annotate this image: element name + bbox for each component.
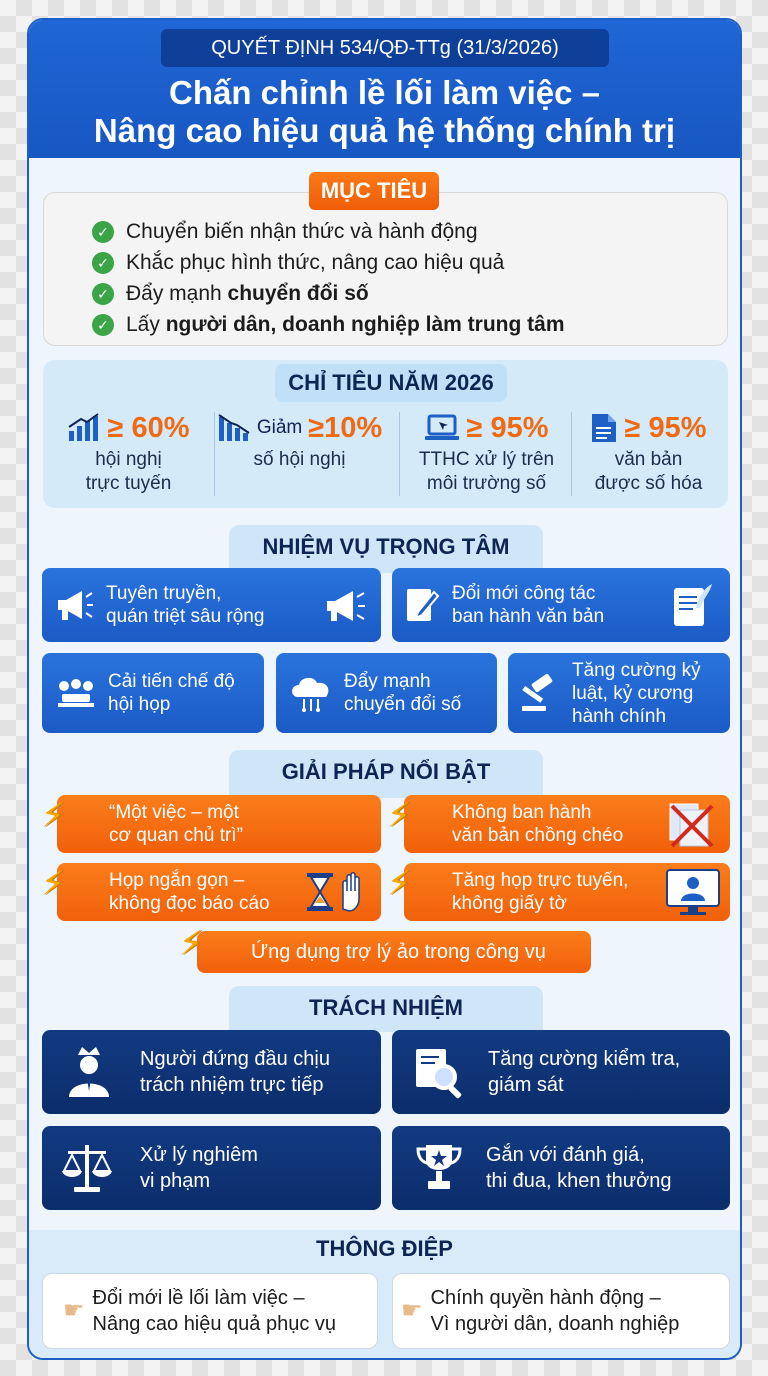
decision-badge: QUYẾT ĐỊNH 534/QĐ-TTg (31/3/2026) bbox=[161, 29, 609, 67]
target-value: ≥10% bbox=[308, 411, 383, 444]
pointing-hand-icon: ☛ bbox=[401, 1297, 423, 1324]
task-text: Đổi mới công tác bbox=[452, 583, 596, 604]
gavel-icon bbox=[518, 672, 562, 714]
target-prefix: Giảm bbox=[256, 417, 303, 438]
responsibility-heading: TRÁCH NHIỆM bbox=[229, 986, 543, 1032]
task-card bbox=[508, 653, 730, 733]
crossed-documents-icon bbox=[666, 800, 716, 848]
task-text: Cải tiến chế độ bbox=[108, 671, 235, 692]
targets-panel bbox=[43, 360, 728, 508]
target-label: hội nghị bbox=[95, 449, 162, 470]
solutions-heading: GIẢI PHÁP NỔI BẬT bbox=[229, 750, 543, 798]
title-line-2: Nâng cao hiệu quả hệ thống chính trị bbox=[93, 112, 676, 149]
message-text: Đổi mới lề lối làm việc – bbox=[92, 1287, 305, 1309]
meeting-icon bbox=[54, 676, 98, 710]
message-text: Vì người dân, doanh nghiệp bbox=[430, 1313, 680, 1335]
task-text: hội họp bbox=[108, 694, 171, 715]
solution-card bbox=[57, 863, 381, 921]
check-icon: ✓ bbox=[92, 314, 114, 336]
task-card bbox=[42, 568, 381, 642]
hourglass-hand-icon bbox=[305, 869, 369, 915]
leader-icon bbox=[66, 1045, 112, 1099]
message-text: Chính quyền hành động – bbox=[430, 1287, 661, 1309]
target-label: được số hóa bbox=[594, 473, 703, 494]
message-text: Nâng cao hiệu quả phục vụ bbox=[92, 1313, 337, 1335]
lightning-icon: ⚡ bbox=[387, 865, 411, 903]
goal-text: Đẩy mạnh bbox=[126, 282, 228, 305]
document-icon bbox=[590, 412, 618, 444]
goal-bold-text: chuyển đổi số bbox=[227, 282, 369, 305]
responsibility-card bbox=[42, 1030, 381, 1114]
goal-bold-text: người dân, doanh nghiệp làm trung tâm bbox=[165, 313, 565, 336]
tasks-heading: NHIỆM VỤ TRỌNG TÂM bbox=[229, 525, 543, 573]
header bbox=[29, 20, 740, 158]
lightning-icon: ⚡ bbox=[41, 797, 65, 835]
goals-heading: MỤC TIÊU bbox=[309, 172, 439, 210]
lightning-icon: ⚡ bbox=[179, 925, 203, 963]
message-card bbox=[392, 1273, 730, 1349]
goal-text: Khắc phục hình thức, nâng cao hiệu quả bbox=[126, 251, 505, 274]
target-item bbox=[401, 410, 572, 500]
check-icon: ✓ bbox=[92, 252, 114, 274]
target-value: ≥ 60% bbox=[107, 411, 190, 444]
solution-card bbox=[404, 795, 730, 853]
pointing-hand-icon: ☛ bbox=[63, 1297, 85, 1324]
task-text: hành chính bbox=[572, 705, 667, 727]
responsibility-text: Người đứng đầu chịu bbox=[140, 1048, 330, 1070]
responsibility-text: giám sát bbox=[488, 1074, 564, 1096]
solution-text: Ứng dụng trợ lý ảo trong công vụ bbox=[251, 940, 546, 963]
target-label: trực tuyến bbox=[85, 473, 172, 494]
bar-chart-down-icon bbox=[217, 413, 251, 443]
responsibility-text: thi đua, khen thưởng bbox=[486, 1170, 672, 1192]
task-card bbox=[392, 568, 730, 642]
task-card bbox=[276, 653, 497, 733]
target-value: ≥ 95% bbox=[624, 411, 707, 444]
goal-item bbox=[92, 310, 565, 340]
task-text: Tuyên truyền, bbox=[106, 583, 222, 604]
message-heading: THÔNG ĐIỆP bbox=[316, 1236, 453, 1261]
laptop-icon bbox=[424, 413, 460, 443]
solution-text: Họp ngắn gọn – bbox=[109, 870, 245, 891]
page-title bbox=[29, 74, 740, 150]
solution-text: Không ban hành bbox=[452, 802, 592, 823]
responsibility-text: Xử lý nghiêm bbox=[140, 1144, 258, 1166]
lightning-icon: ⚡ bbox=[41, 865, 65, 903]
task-text: quán triệt sâu rộng bbox=[106, 606, 265, 627]
targets-heading: CHỈ TIÊU NĂM 2026 bbox=[275, 364, 507, 402]
trophy-icon bbox=[414, 1141, 464, 1195]
scroll-quill-icon bbox=[668, 582, 716, 630]
pen-document-icon bbox=[404, 586, 440, 624]
check-icon: ✓ bbox=[92, 221, 114, 243]
responsibility-card bbox=[392, 1030, 730, 1114]
solution-text: Tăng họp trực tuyến, bbox=[452, 870, 629, 891]
lightning-icon: ⚡ bbox=[387, 797, 411, 835]
check-icon: ✓ bbox=[92, 283, 114, 305]
target-item bbox=[563, 410, 734, 500]
task-text: Đẩy mạnh bbox=[344, 671, 431, 692]
solution-text: không đọc báo cáo bbox=[109, 893, 270, 914]
solution-text: “Một việc – một bbox=[109, 802, 239, 823]
solution-text: cơ quan chủ trì” bbox=[109, 825, 243, 846]
megaphone-icon bbox=[54, 587, 94, 623]
message-card bbox=[42, 1273, 378, 1349]
target-label: môi trường số bbox=[426, 473, 547, 494]
solution-card bbox=[197, 931, 591, 973]
solution-text: không giấy tờ bbox=[452, 893, 567, 914]
solution-text: văn bản chồng chéo bbox=[452, 825, 624, 846]
goals-panel bbox=[43, 192, 728, 346]
goal-item bbox=[92, 248, 504, 278]
task-text: luật, kỷ cương bbox=[572, 682, 694, 704]
task-text: chuyển đổi số bbox=[344, 694, 462, 715]
goal-item bbox=[92, 279, 369, 309]
solution-card bbox=[404, 863, 730, 921]
target-item bbox=[43, 410, 214, 500]
infographic-card bbox=[27, 18, 742, 1360]
cloud-icon bbox=[288, 673, 334, 713]
target-label: TTHC xử lý trên bbox=[418, 449, 555, 470]
target-label: số hội nghị bbox=[253, 449, 346, 470]
task-text: ban hành văn bản bbox=[452, 606, 605, 627]
goal-text: Lấy bbox=[126, 313, 166, 336]
goal-text: Chuyển biến nhận thức và hành động bbox=[126, 220, 478, 243]
inspect-icon bbox=[412, 1045, 466, 1099]
megaphone-icon bbox=[323, 586, 367, 626]
scales-icon bbox=[60, 1141, 114, 1195]
online-meeting-icon bbox=[664, 867, 722, 917]
responsibility-text: vi phạm bbox=[140, 1170, 211, 1192]
target-item bbox=[214, 410, 385, 500]
responsibility-card bbox=[42, 1126, 381, 1210]
target-value: ≥ 95% bbox=[466, 411, 549, 444]
task-card bbox=[42, 653, 264, 733]
target-label: văn bản bbox=[614, 449, 683, 470]
responsibility-text: trách nhiệm trực tiếp bbox=[140, 1074, 324, 1096]
responsibility-text: Gắn với đánh giá, bbox=[486, 1144, 645, 1166]
bar-chart-up-icon bbox=[67, 413, 101, 443]
goal-item bbox=[92, 217, 478, 247]
task-text: Tăng cường kỷ bbox=[572, 659, 701, 681]
solution-card bbox=[57, 795, 381, 853]
responsibility-text: Tăng cường kiểm tra, bbox=[488, 1048, 681, 1070]
responsibility-card bbox=[392, 1126, 730, 1210]
title-line-1: Chấn chỉnh lề lối làm việc – bbox=[169, 74, 600, 111]
